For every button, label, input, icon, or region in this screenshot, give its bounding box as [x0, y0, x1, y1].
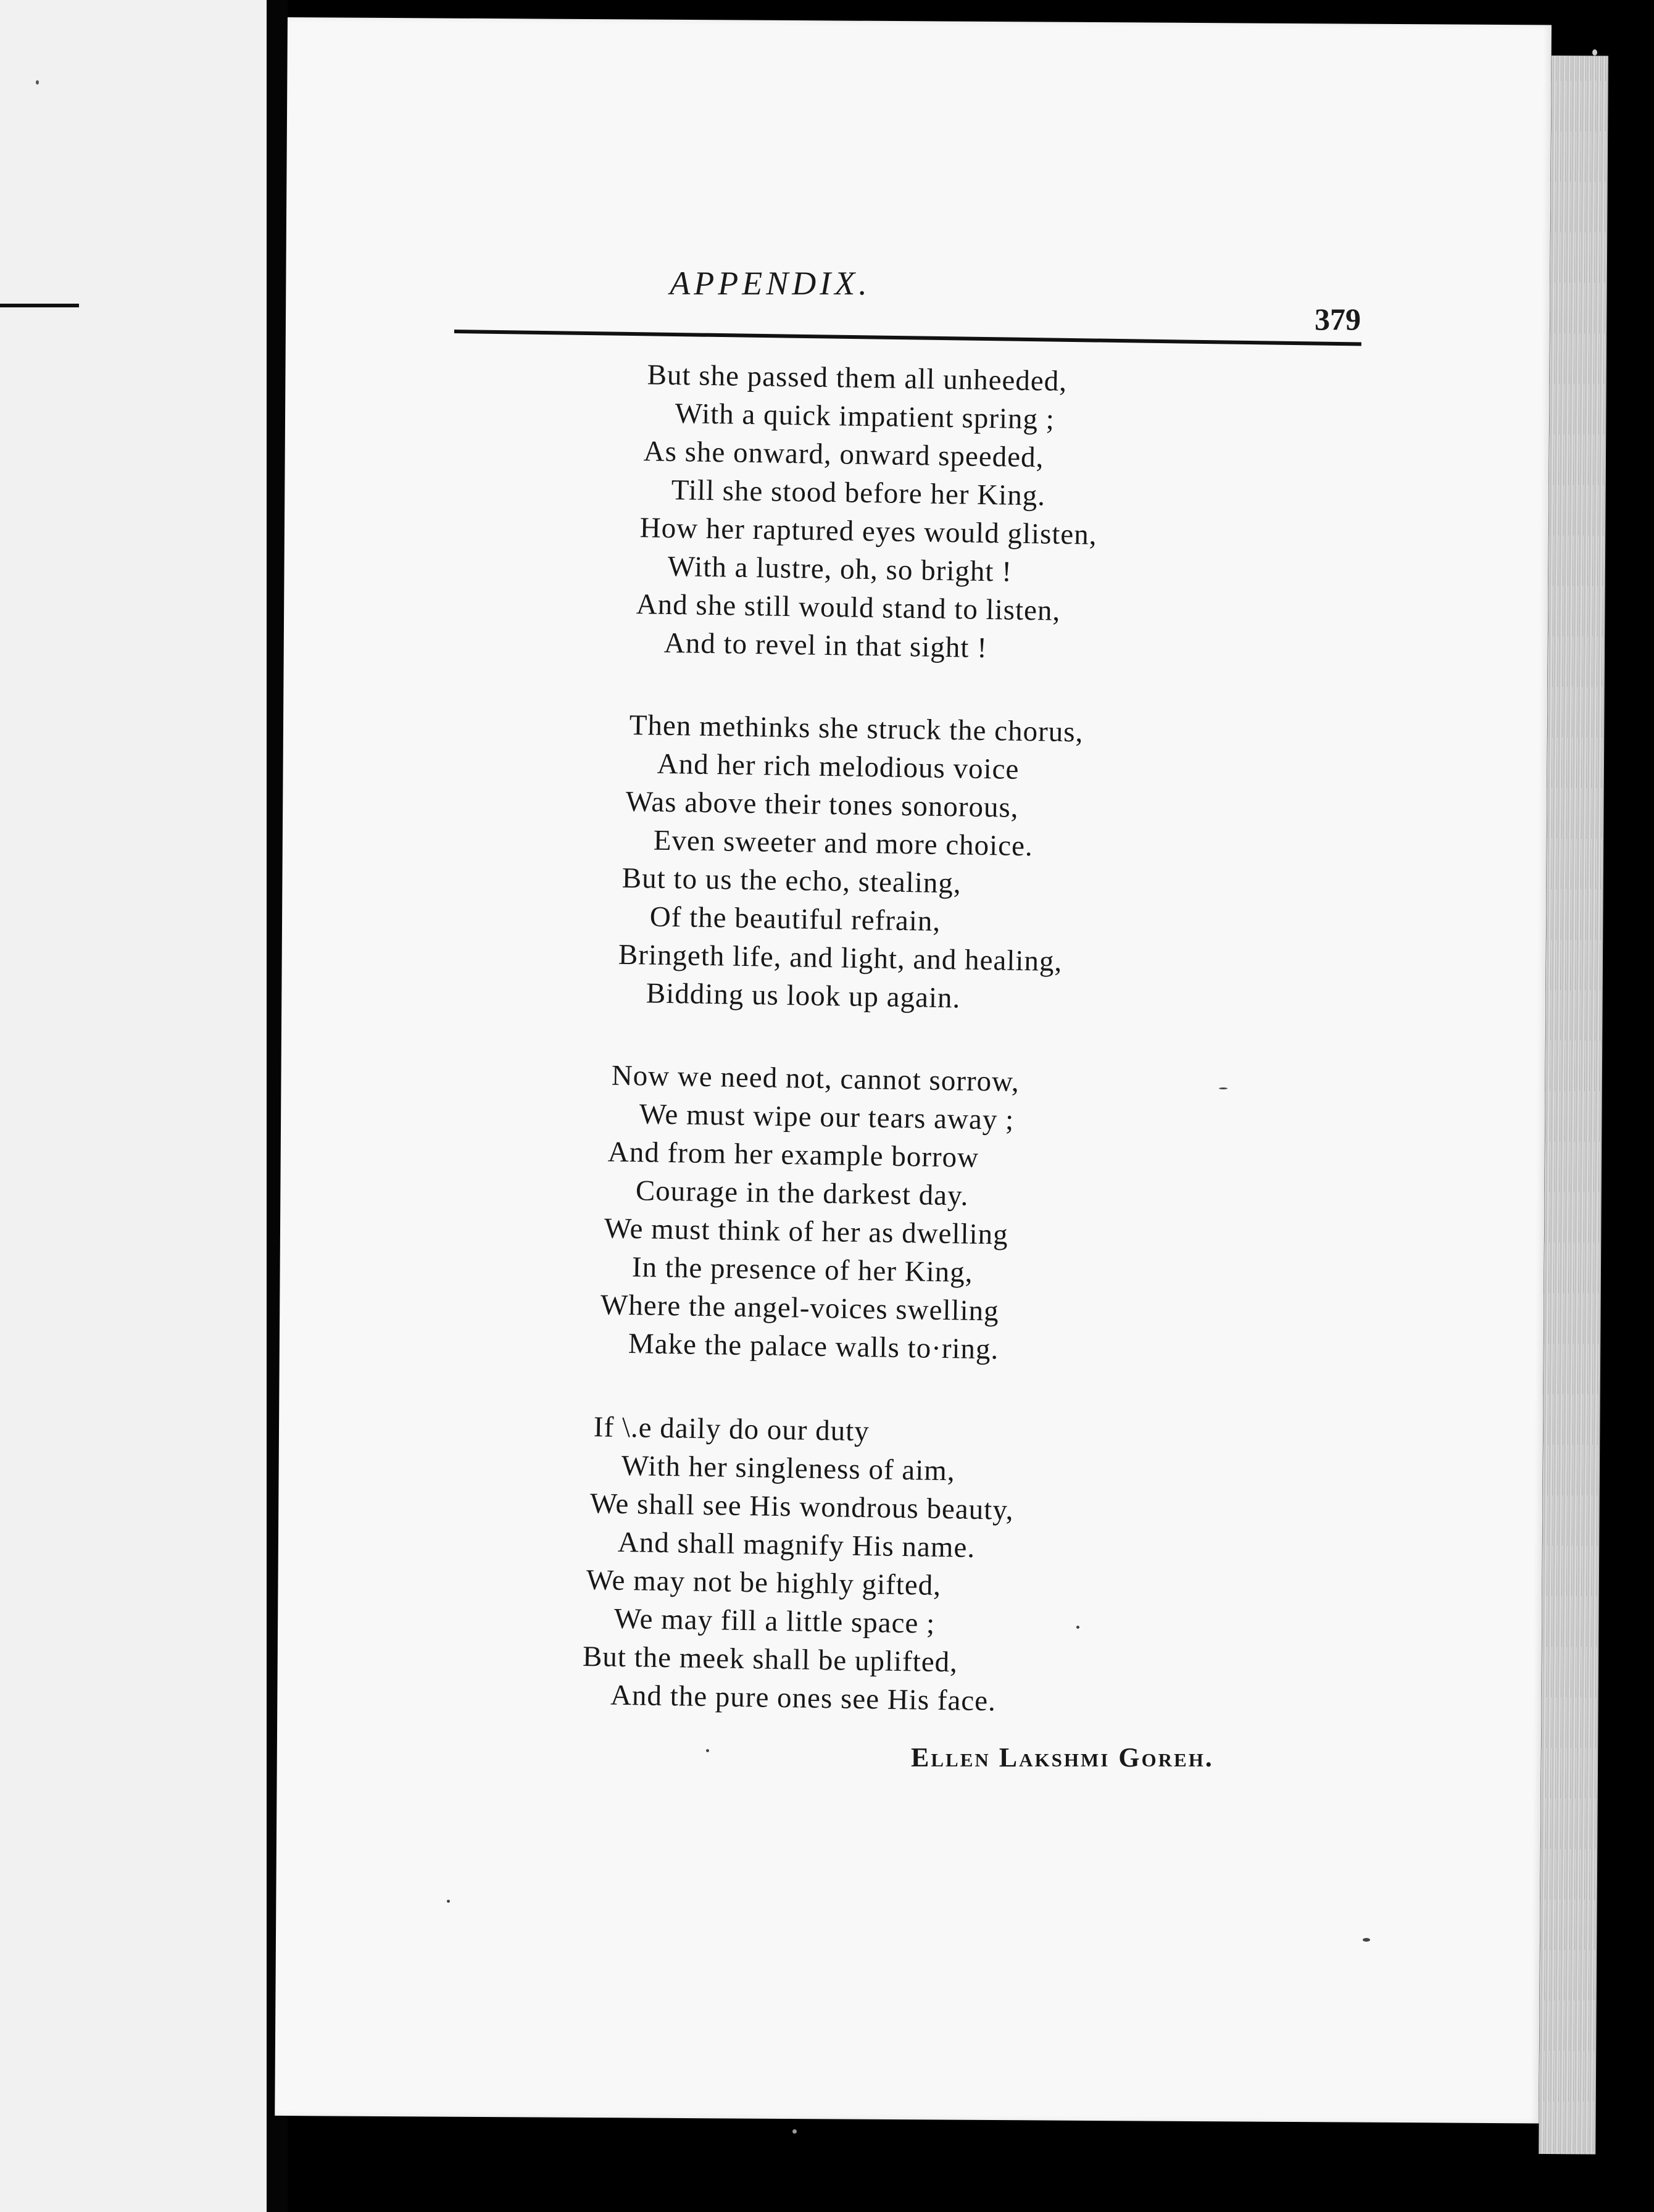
poem-line: Was above their tones sonorous, — [625, 785, 1019, 824]
poem-line: And her rich melodious voice — [657, 747, 1020, 786]
poem-line: Make the palace walls to·ring. — [628, 1328, 999, 1366]
poem-line: Now we need not, cannot sorrow, — [611, 1059, 1020, 1098]
page-number: 379 — [1315, 302, 1361, 336]
poem-line: But to us the echo, stealing, — [621, 862, 962, 900]
poem-line: We may not be highly gifted, — [586, 1564, 942, 1602]
poem-line: We must wipe our tears away ; — [639, 1098, 1015, 1136]
paper-speck — [706, 1749, 709, 1752]
poem-line: And from her example borrow — [607, 1136, 979, 1174]
running-head: APPENDIX. — [670, 265, 871, 302]
paper-speck — [1592, 49, 1597, 56]
poem-line: Till she stood before her King. — [671, 473, 1046, 512]
author-signature: Ellen Lakshmi Goreh. — [911, 1742, 1214, 1773]
poem-line: And the pure ones see His face. — [610, 1679, 997, 1718]
poem-line: In the presence of her King, — [631, 1251, 973, 1289]
poem-line: Bidding us look up again. — [646, 977, 961, 1015]
paper-speck — [1363, 1938, 1370, 1942]
poem-line: With a quick impatient spring ; — [675, 397, 1055, 436]
poem-line: We shall see His wondrous beauty, — [589, 1487, 1014, 1526]
poem-line: We must think of her as dwelling — [604, 1212, 1009, 1251]
poem-line: We may fill a little space ; — [613, 1602, 936, 1640]
poem-line: But she passed them all unheeded, — [647, 359, 1068, 398]
poem-line: Even sweeter and more choice. — [653, 824, 1034, 863]
paper-speck — [1219, 1087, 1228, 1089]
poem-line: With a lustre, oh, so bright ! — [667, 550, 1013, 588]
poem-line: Bringeth life, and light, and healing, — [618, 938, 1063, 978]
poem-line: But the meek shall be uplifted, — [582, 1640, 958, 1679]
poem-line: Where the angel-voices swelling — [600, 1289, 1000, 1328]
poem-line: And to revel in that sight ! — [663, 626, 988, 665]
poem-line: And she still would stand to listen, — [636, 588, 1061, 627]
poem-line: If \.e daily do our duty — [593, 1411, 870, 1448]
poem-line: Courage in the darkest day. — [635, 1175, 969, 1212]
poem-line: As she onward, onward speeded, — [643, 435, 1044, 474]
paper-speck — [447, 1900, 450, 1903]
poem-line: How her raptured eyes would glisten, — [639, 512, 1097, 551]
paper-speck — [1076, 1626, 1079, 1629]
poem-line: Of the beautiful refrain, — [649, 900, 941, 938]
paper-speck — [792, 2129, 797, 2134]
poem-line: Then methinks she struck the chorus, — [629, 709, 1084, 749]
poem-line: With her singleness of aim, — [621, 1449, 955, 1487]
poem-line: And shall magnify His name. — [617, 1526, 976, 1564]
